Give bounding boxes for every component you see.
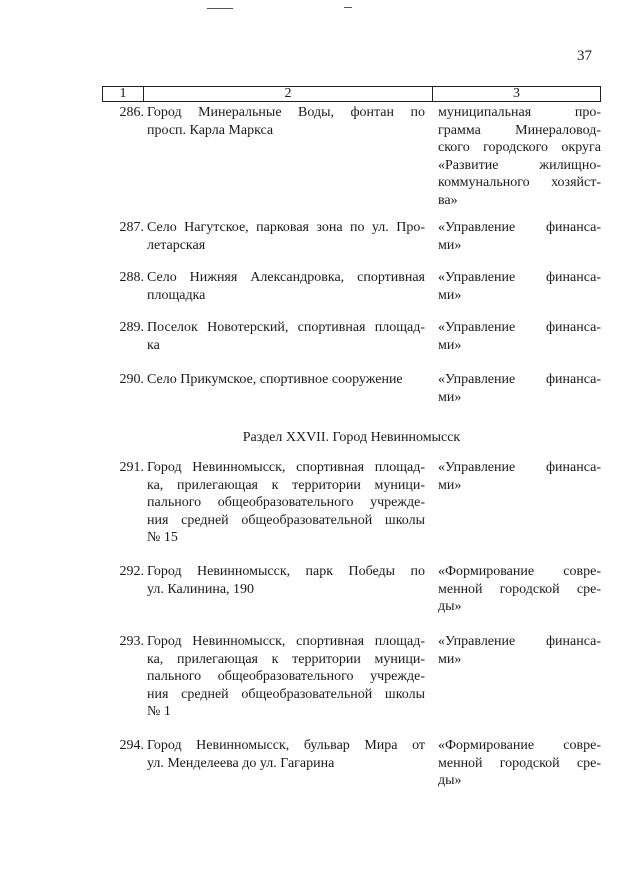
row-location [147,633,425,721]
text-line: ул. Калинина, 190 [147,581,255,597]
row-location [147,737,425,772]
text-line: ды» [438,599,462,614]
row-program [438,633,601,668]
page-number: 37 [577,48,592,64]
row-number: 291. [119,460,144,475]
row-number: 292. [119,564,144,579]
row-location [147,269,425,304]
scan-mark [344,7,352,8]
text-line: летарская [147,237,206,253]
text-line: ми» [438,651,462,667]
row-program [438,269,601,304]
text-line: просп. Карла Маркса [147,122,274,138]
text-line: ского городского округа [438,140,601,155]
text-line: «Развитие жилищно- [438,157,601,173]
table-header [102,86,601,102]
text-line: муниципальная про- [438,105,601,120]
row-number: 288. [119,270,144,285]
text-line: «Формирование совре- [438,738,601,753]
text-line: менной городской сре- [438,581,601,597]
row-location [147,219,425,254]
text-line: Город Невинномысск, парк Победы по [147,564,425,579]
text-line: Город Минеральные Воды, фонтан по [147,105,425,120]
text-line: ми» [438,287,462,303]
text-line: ми» [438,477,462,493]
text-line: ния средней общеобразовательной школы [147,686,425,702]
text-line: «Управление финанса- [438,460,601,475]
row-number: 286. [119,105,144,120]
text-line: № 15 [147,530,178,545]
text-line: площадка [147,287,206,303]
row-number: 294. [119,738,144,753]
text-line: Село Нагутское, парковая зона по ул. Про- [147,220,425,235]
text-line: ка [147,337,160,353]
text-line: ды» [438,773,462,788]
row-program [438,459,601,494]
text-line: Город Невинномысск, спортивная площад- [147,634,425,649]
text-line: ва» [438,192,458,208]
text-line: «Управление финанса- [438,220,601,235]
text-line: ми» [438,337,462,353]
text-line: «Управление финанса- [438,372,601,387]
text-line: ми» [438,389,462,405]
row-location [147,563,425,598]
section-heading: Раздел XXVII. Город Невинномысск [242,430,461,445]
text-line: Город Невинномысск, бульвар Мира от [147,738,425,753]
text-line: ка, прилегающая к территории муници- [147,477,425,493]
scan-mark [207,8,233,9]
text-line: коммунального хозяйст- [438,175,601,190]
row-location [147,104,425,139]
text-line: «Управление финанса- [438,320,601,335]
row-location [147,371,425,389]
text-line: пального общеобразовательного учрежде- [147,669,425,684]
text-line: «Управление финанса- [438,634,601,649]
row-location [147,459,425,547]
row-program [438,737,601,790]
text-line: ка, прилегающая к территории муници- [147,651,425,667]
row-program [438,563,601,616]
row-program [438,319,601,354]
text-line: № 1 [147,704,171,719]
text-line: ния средней общеобразовательной школы [147,512,425,528]
text-line: пального общеобразовательного учрежде- [147,495,425,510]
table-header-cell: 3 [433,87,601,102]
text-line: грамма Минераловод- [438,122,601,138]
text-line: Село Нижняя Александровка, спортивная [147,270,425,285]
table-header-cell: 1 [103,87,144,102]
text-line: «Формирование совре- [438,564,601,579]
text-line: ул. Менделеева до ул. Гагарина [147,755,335,771]
text-line: «Управление финанса- [438,270,601,285]
text-line: Город Невинномысск, спортивная площад- [147,460,425,475]
row-program [438,219,601,254]
table-header-cell: 2 [144,87,433,102]
row-number: 287. [119,220,144,235]
row-number: 293. [119,634,144,649]
row-number: 290. [119,372,144,387]
text-line: менной городской сре- [438,755,601,771]
row-number: 289. [119,320,144,335]
text-line: Поселок Новотерский, спортивная площад- [147,320,425,335]
row-program [438,104,601,209]
text-line: Село Прикумское, спортивное сооружение [147,372,403,387]
row-location [147,319,425,354]
row-program [438,371,601,406]
text-line: ми» [438,237,462,253]
